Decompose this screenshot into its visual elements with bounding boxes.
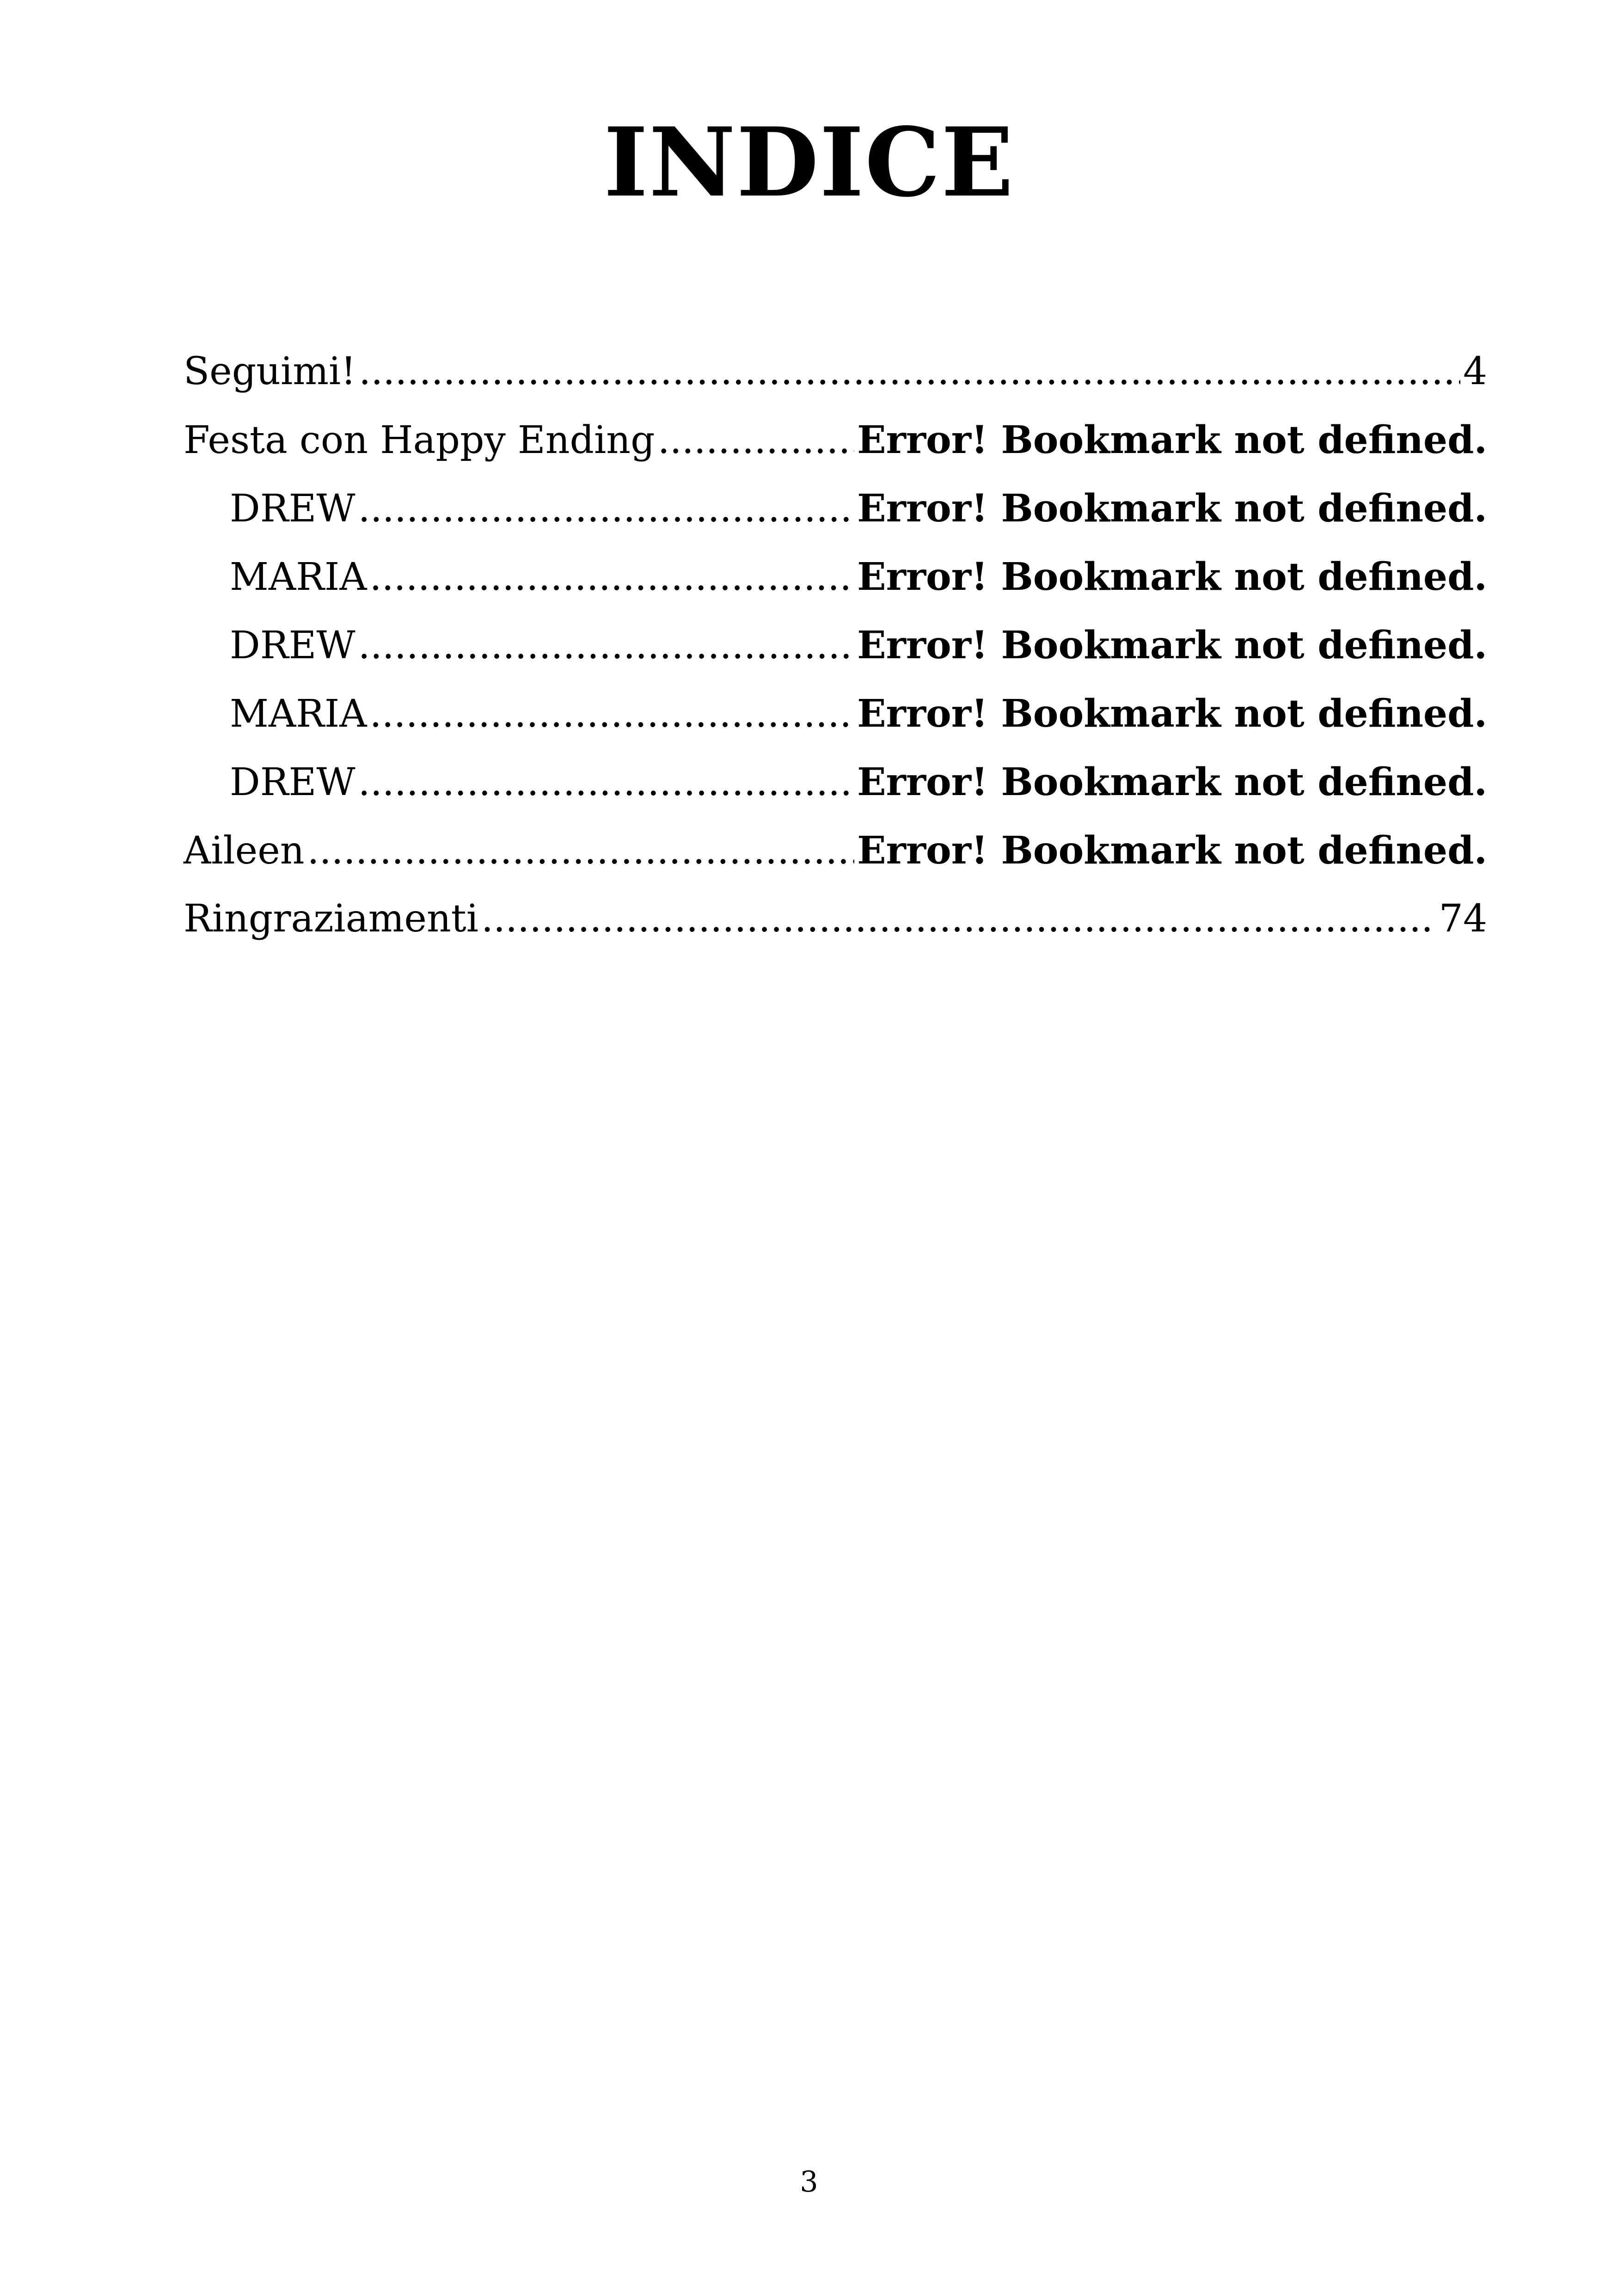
toc-entry-page: Error! Bookmark not defined. bbox=[857, 555, 1487, 599]
toc-entry-drew[interactable] bbox=[184, 474, 1487, 543]
toc-entry-label: MARIA bbox=[230, 692, 367, 736]
page-number: 3 bbox=[800, 2165, 818, 2198]
toc-dot-leader bbox=[358, 748, 855, 817]
toc-entry-seguimi[interactable] bbox=[184, 337, 1487, 406]
toc-entry-page: Error! Bookmark not defined. bbox=[857, 418, 1487, 462]
toc-entry-festa-con-happy-ending[interactable] bbox=[184, 406, 1487, 474]
toc-entry-label: Ringraziamenti bbox=[184, 897, 478, 941]
toc-entry-drew[interactable] bbox=[184, 611, 1487, 680]
toc-entry-label: DREW bbox=[230, 760, 355, 804]
toc-entry-page: Error! Bookmark not defined. bbox=[857, 828, 1487, 873]
toc-entry-aileen[interactable] bbox=[184, 816, 1487, 885]
toc-entry-page: 4 bbox=[1463, 349, 1487, 393]
toc-entry-page: Error! Bookmark not defined. bbox=[857, 760, 1487, 804]
toc-entry-maria[interactable] bbox=[184, 543, 1487, 611]
toc-dot-leader bbox=[359, 337, 1460, 406]
table-of-contents bbox=[184, 337, 1487, 953]
toc-entry-ringraziamenti[interactable] bbox=[184, 885, 1487, 953]
toc-dot-leader bbox=[358, 475, 855, 543]
toc-entry-label: DREW bbox=[230, 624, 355, 667]
toc-dot-leader bbox=[481, 885, 1436, 953]
toc-entry-drew[interactable] bbox=[184, 748, 1487, 816]
toc-entry-label: Festa con Happy Ending bbox=[184, 418, 655, 462]
toc-dot-leader bbox=[370, 680, 855, 748]
toc-dot-leader bbox=[358, 612, 855, 680]
toc-entry-page: Error! Bookmark not defined. bbox=[857, 486, 1487, 531]
toc-entry-page: Error! Bookmark not defined. bbox=[857, 623, 1487, 667]
toc-entry-label: DREW bbox=[230, 487, 355, 531]
page-title: INDICE bbox=[603, 107, 1015, 218]
toc-entry-label: Seguimi! bbox=[184, 349, 356, 393]
toc-entry-label: MARIA bbox=[230, 555, 367, 599]
toc-entry-maria[interactable] bbox=[184, 680, 1487, 748]
toc-dot-leader bbox=[370, 543, 855, 612]
toc-entry-page: 74 bbox=[1439, 897, 1487, 941]
toc-dot-leader bbox=[658, 406, 855, 475]
toc-dot-leader bbox=[307, 817, 855, 885]
toc-entry-label: Aileen bbox=[184, 829, 305, 873]
toc-entry-page: Error! Bookmark not defined. bbox=[857, 692, 1487, 736]
